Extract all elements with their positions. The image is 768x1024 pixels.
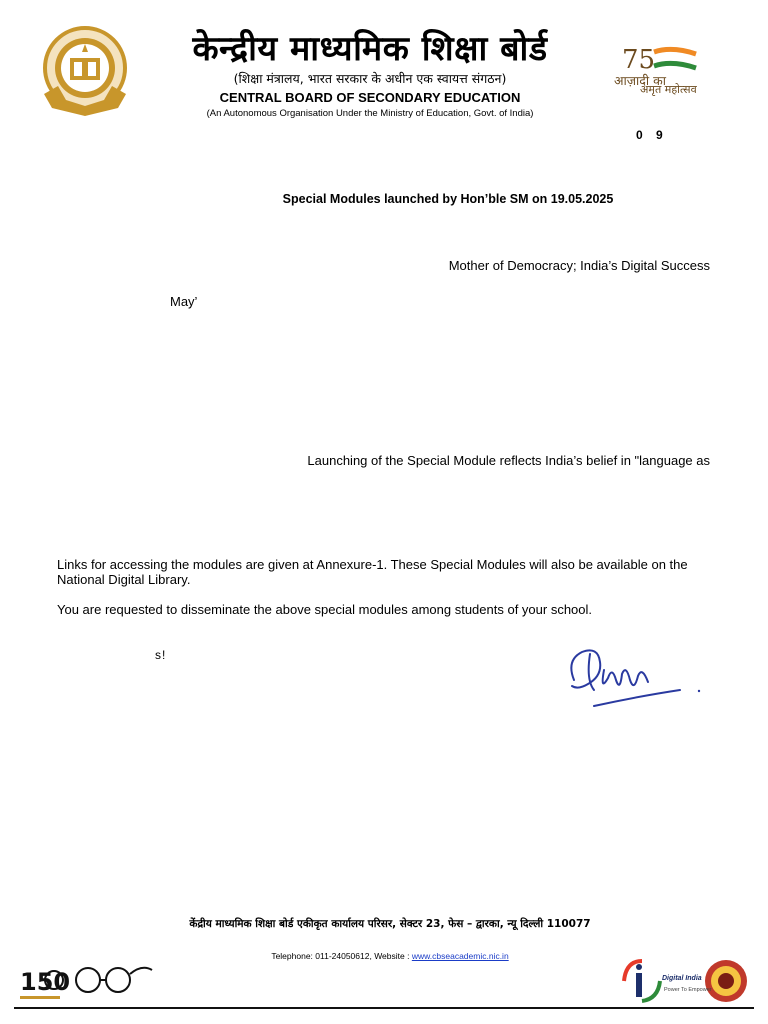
digital-india-label: Digital India [662, 975, 702, 982]
body-line-1: Mother of Democracy; India’s Digital Success [448, 258, 710, 273]
digital-india-tagline: Power To Empower [664, 987, 712, 993]
website-link[interactable]: www.cbseacademic.nic.in [411, 951, 509, 961]
signature-icon [560, 640, 710, 715]
reference-number: 0 9 [636, 128, 663, 142]
body-line-3: Launching of the Special Module reflects India’s belief in "language as [307, 453, 710, 468]
subtitle-english: (An Autonomous Organisation Under the Ministry of Education, Govt. of India) [206, 108, 534, 119]
body-paragraph-links: Links for accessing the modules are given at Annexure-1. These Special Modules will also be available on the National Digital Library. [57, 557, 688, 587]
amrit-mahotsav-line2: अमृत महोत्सव [640, 83, 697, 96]
svg-text:150: 150 [20, 968, 71, 996]
page-title-english: CENTRAL BOARD OF SECONDARY EDUCATION [219, 90, 521, 105]
footer-address: केंद्रीय माध्यमिक शिक्षा बोर्ड एकीकृत कार्यालय परिसर, सेक्टर 23, फेस – द्वारका, न्यू दिल्ली 110077 [189, 918, 591, 930]
footer-contact [110, 951, 670, 961]
150-years-swachh-bharat-icon [18, 958, 158, 1008]
svg-text:75: 75 [622, 45, 656, 75]
subject-line: Special Modules launched by Hon’ble SM on 19.05.2025 [282, 192, 614, 206]
subtitle-hindi: (शिक्षा मंत्रालय, भारत सरकार के अधीन एक स्वायत्त संगठन) [233, 71, 507, 86]
page-title-hindi: केन्द्रीय माध्यमिक शिक्षा बोर्ड [192, 29, 548, 69]
amrit-mahotsav-line1: आज़ादी का [614, 73, 666, 88]
footer-divider [14, 1007, 754, 1009]
body-line-2: May’ [170, 294, 198, 309]
body-paragraph-request: You are requested to disseminate the above special modules among students of your school. [57, 602, 593, 617]
footer-telephone: Telephone: 011-24050612, Website : [271, 951, 412, 961]
salutation-fragment: s! [155, 648, 167, 662]
cbse-emblem-icon [38, 24, 132, 120]
